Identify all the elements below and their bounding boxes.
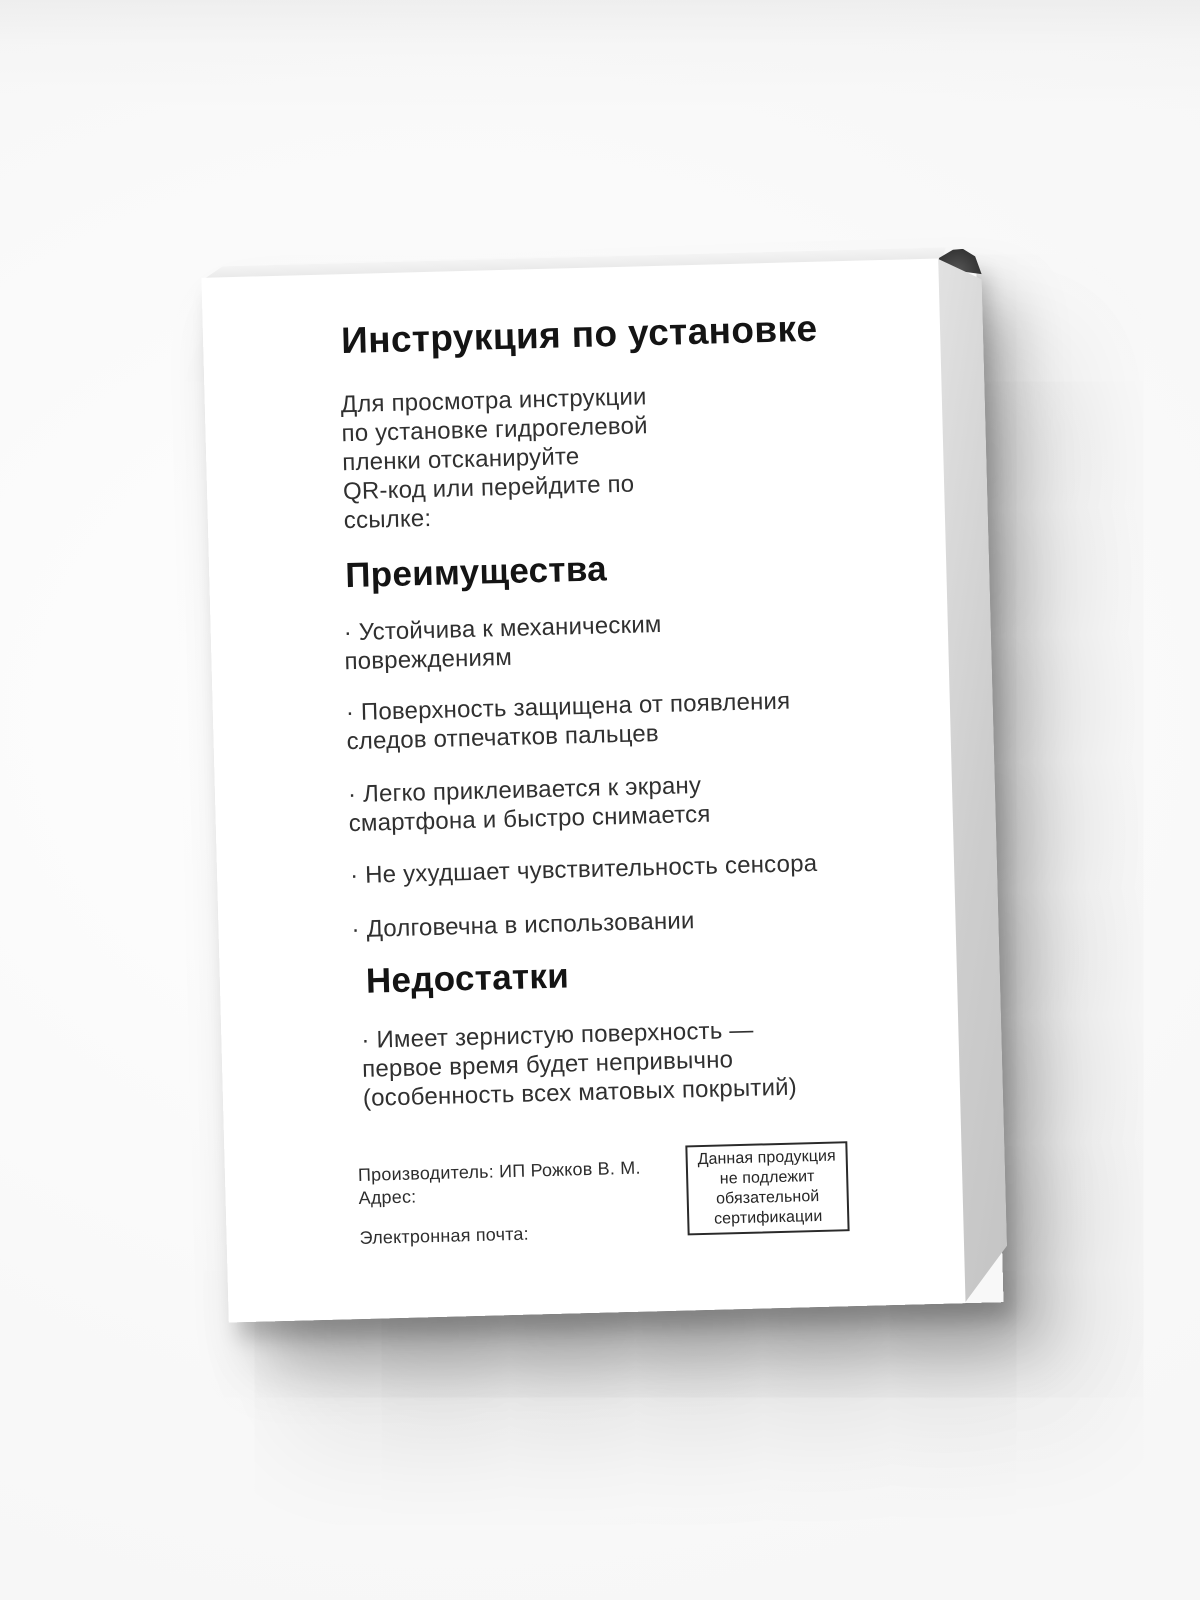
disadvantages-heading: Недостатки (365, 956, 570, 1001)
advantage-item: · Поверхность защищена от появления следов отпечатков пальцев (345, 687, 791, 756)
box-front-face (201, 259, 965, 1323)
disadvantage-item: · Имеет зернистую поверхность — первое время будет непривычно (особенность всех матовых покрытий) (361, 1016, 798, 1112)
product-box (201, 259, 965, 1323)
advantage-item: · Не ухудшает чувствительность сенсора (349, 849, 818, 890)
instructions-title: Инструкция по установке (340, 307, 818, 362)
certification-box (685, 1141, 849, 1235)
intro-paragraph: Для просмотра инструкции по установке гидрогелевой пленки отсканируйте QR-код или перейдите по ссылке: (340, 383, 648, 535)
advantage-item: · Долговечна в использовании (351, 907, 695, 944)
box-back-panel (201, 259, 965, 1323)
advantages-heading: Преимущества (344, 549, 608, 596)
certification-note: Данная продукция не подлежит обязательной сертификации (697, 1147, 836, 1228)
manufacturer-block (358, 1157, 642, 1210)
email-block (359, 1223, 529, 1250)
advantage-item: · Устойчива к механическим повреждениям (343, 610, 662, 676)
manufacturer-line: Производитель: ИП Рожков В. М. (357, 1157, 641, 1186)
advantage-item: · Легко приклеивается к экрану смартфона и быстро снимается (347, 771, 711, 838)
email-line: Электронная почта: (359, 1223, 530, 1249)
address-line: Адрес: (358, 1186, 417, 1209)
